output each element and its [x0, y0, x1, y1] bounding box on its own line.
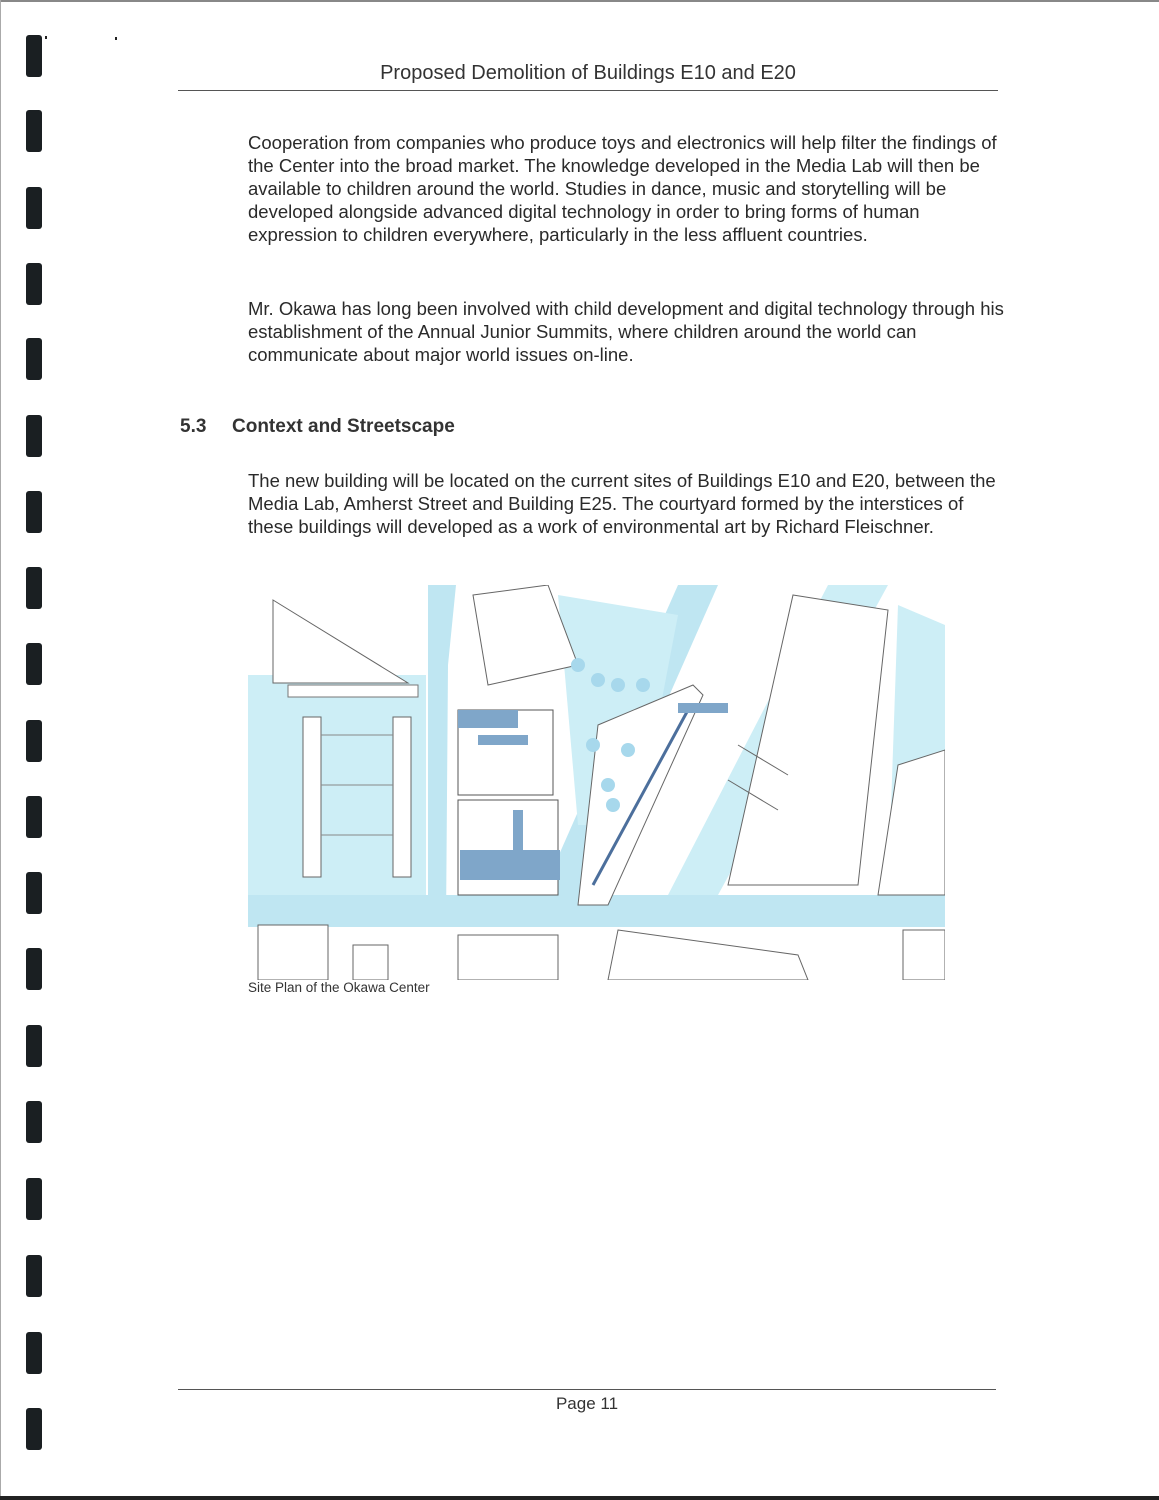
site-plan-image	[248, 585, 945, 980]
binding-hole	[26, 110, 42, 152]
site-plan-drawing	[248, 585, 945, 980]
section-title: Context and Streetscape	[232, 416, 455, 437]
page-edge	[0, 0, 1, 1500]
new-building-wing	[513, 810, 523, 855]
binding-hole	[26, 1408, 42, 1450]
building	[288, 685, 418, 697]
tree	[586, 738, 600, 752]
body-paragraph: Mr. Okawa has long been involved with child development and digital technology through his establishment of the Annual Junior Summits, where children around the world can communicate about major world issues on-line.	[248, 298, 1004, 365]
binding-hole	[26, 1025, 42, 1067]
binding-hole	[26, 1255, 42, 1297]
building	[903, 930, 945, 980]
bridge	[678, 703, 728, 713]
building	[458, 935, 558, 980]
page-edge	[0, 1496, 1159, 1500]
new-building-wing	[460, 850, 560, 880]
new-building-wing	[478, 735, 528, 745]
binding-hole	[26, 187, 42, 229]
binding-hole	[26, 948, 42, 990]
binding-hole	[26, 1332, 42, 1374]
binding-hole	[26, 491, 42, 533]
tree	[571, 658, 585, 672]
binding-hole	[26, 872, 42, 914]
page-number: Page 11	[555, 1394, 619, 1413]
tree	[636, 678, 650, 692]
binding-hole	[26, 1178, 42, 1220]
binding-hole	[26, 720, 42, 762]
building	[258, 925, 328, 980]
binding-hole	[26, 35, 42, 77]
binding-hole	[26, 263, 42, 305]
figure-caption: Site Plan of the Okawa Center	[248, 980, 430, 995]
tree	[621, 743, 635, 757]
footer-divider	[178, 1389, 996, 1390]
binding-hole	[26, 415, 42, 457]
binding-hole	[26, 1101, 42, 1143]
tree	[591, 673, 605, 687]
binding-hole	[26, 796, 42, 838]
new-building	[458, 800, 558, 895]
tree	[601, 778, 615, 792]
binding-hole	[26, 338, 42, 380]
new-building-wing	[458, 710, 518, 728]
page-edge	[0, 0, 1159, 2]
building	[393, 717, 411, 877]
building	[303, 717, 321, 877]
scan-speck	[115, 37, 117, 40]
tree	[611, 678, 625, 692]
binding-hole	[26, 643, 42, 685]
section-number: 5.3	[180, 416, 207, 437]
section-paragraph: The new building will be located on the current sites of Buildings E10 and E20, between the Media Lab, Amherst Street and Building E25. The courtyard formed by the interstices of these buildings will developed as a work of environmental art by Richard Fleischner.	[248, 470, 996, 537]
building	[353, 945, 388, 980]
binding-hole	[26, 567, 42, 609]
page-header-title: Proposed Demolition of Buildings E10 and E20	[380, 62, 796, 84]
body-paragraph: Cooperation from companies who produce toys and electronics will help filter the findings of the Center into the broad market. The knowledge developed in the Media Lab will then be available to children around the world. Studies in dance, music and storytelling will be developed alongside advanced digital technology in order to bring forms of human expression to children everywhere, particularly in the less affluent countries.	[248, 132, 997, 245]
scan-speck	[45, 36, 47, 39]
header-divider	[178, 90, 998, 91]
tree	[606, 798, 620, 812]
